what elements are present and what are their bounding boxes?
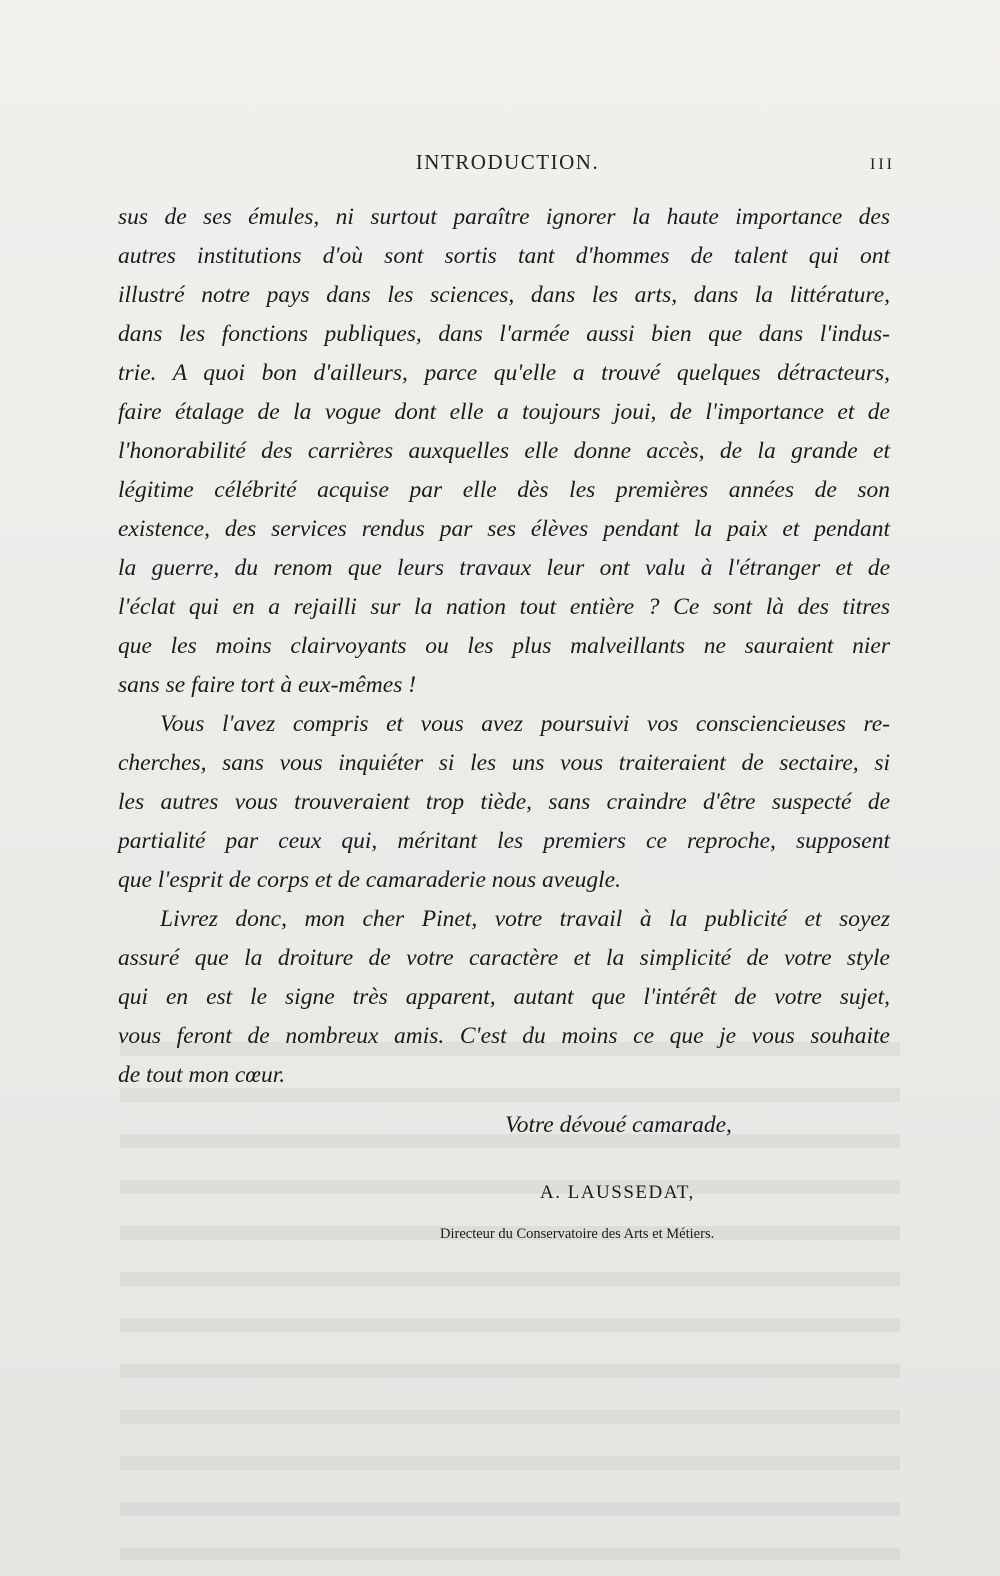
signature: A. LAUSSEDAT, [540,1182,695,1203]
text-line: les autres vous trouveraient trop tiède, sans craindre d'être suspecté de [118,789,890,815]
closing-salutation: Votre dévoué camarade, [505,1112,732,1138]
text-line: légitime célébrité acquise par elle dès les premières années de son [118,477,890,503]
text-line: cherches, sans vous inquiéter si les uns vous traiteraient de sectaire, si [118,750,890,776]
text-line: la guerre, du renom que leurs travaux leur ont valu à l'étranger et de [118,555,890,581]
author-affiliation: Directeur du Conservatoire des Arts et Métiers. [440,1226,715,1242]
text-line: l'éclat qui en a rejailli sur la nation tout entière ? Ce sont là des titres [118,594,890,620]
text-line: Vous l'avez compris et vous avez poursuivi vos consciencieuses re- [160,711,890,737]
text-line: que l'esprit de corps et de camaraderie nous aveugle. [118,867,621,893]
text-line: assuré que la droiture de votre caractère et la simplicité de votre style [118,945,890,971]
text-line: faire étalage de la vogue dont elle a toujours joui, de l'importance et de [118,399,890,425]
text-line: sus de ses émules, ni surtout paraître ignorer la haute importance des [118,204,890,230]
text-line: partialité par ceux qui, méritant les premiers ce reproche, supposent [118,828,890,854]
text-line: qui en est le signe très apparent, autant que l'intérêt de votre sujet, [118,984,890,1010]
text-line: dans les fonctions publiques, dans l'armée aussi bien que dans l'indus- [118,321,890,347]
body-text [118,198,890,1095]
text-line: vous feront de nombreux amis. C'est du moins ce que je vous souhaite [118,1023,890,1049]
show-through-text [120,1020,900,1560]
text-line: Livrez donc, mon cher Pinet, votre travail à la publicité et soyez [160,906,890,932]
text-line: existence, des services rendus par ses élèves pendant la paix et pendant [118,516,890,542]
paragraph-2 [118,705,890,900]
text-line: trie. A quoi bon d'ailleurs, parce qu'elle a trouvé quelques détracteurs, [118,360,890,386]
text-line: l'honorabilité des carrières auxquelles elle donne accès, de la grande et [118,438,890,464]
text-line: autres institutions d'où sont sortis tant d'hommes de talent qui ont [118,243,890,269]
paragraph-1 [118,198,890,705]
text-line: sans se faire tort à eux-mêmes ! [118,672,417,698]
text-line: illustré notre pays dans les sciences, dans les arts, dans la littérature, [118,282,890,308]
page-header [120,150,895,178]
text-line: de tout mon cœur. [118,1062,286,1088]
paragraph-3 [118,900,890,1095]
text-line: que les moins clairvoyants ou les plus malveillants ne sauraient nier [118,633,890,659]
page-number: III [870,156,895,173]
running-title: INTRODUCTION. [415,150,600,174]
